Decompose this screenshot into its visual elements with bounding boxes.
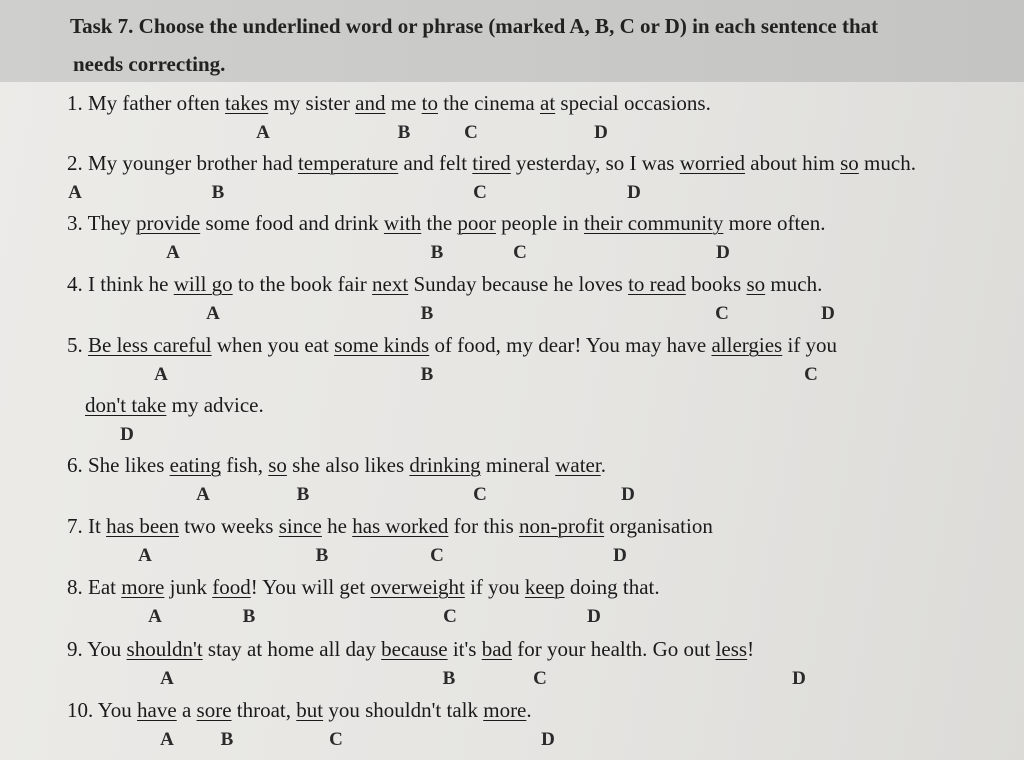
option-letter: C [473,182,487,203]
option-letter: C [430,545,444,566]
sentence-text: people in [495,211,584,235]
sentence-text: of food, my dear! You may have [429,333,712,357]
sentence-text: when you eat [211,333,335,357]
underlined-option: has worked [352,514,449,538]
option-letter: D [716,242,730,263]
option-letter: D [541,729,555,750]
question-2-line [67,151,916,176]
option-letter: B [296,484,310,505]
option-letter: D [594,122,608,143]
sentence-text: 5. [67,333,88,357]
option-letter: A [68,182,82,203]
underlined-option: food [212,575,251,599]
sentence-text: 2. My younger brother had [67,151,298,175]
sentence-text: me [385,91,422,115]
option-letter: A [160,729,174,750]
underlined-option: has been [106,514,179,538]
underlined-option: next [372,272,409,296]
option-letter: C [715,303,729,324]
option-letter: A [196,484,210,505]
option-letter: B [242,606,256,627]
underlined-option: temperature [297,151,399,175]
option-letter: C [329,729,343,750]
option-letter: D [120,424,134,445]
sentence-text: doing that. [564,575,660,599]
option-letter: D [821,303,835,324]
sentence-text: a [176,698,197,722]
underlined-option: with [383,211,422,235]
underlined-option: don't take [85,393,167,417]
option-letter: A [148,606,162,627]
sentence-text: . [600,453,606,477]
underlined-option: tired [472,151,511,175]
underlined-option: takes [225,91,269,115]
underlined-option: poor [457,211,496,235]
sentence-text: much. [858,151,916,175]
underlined-option: because [381,637,448,661]
sentence-text: 7. It [67,514,107,538]
question-4-line [67,272,822,297]
underlined-option: overweight [370,575,465,599]
underlined-option: their community [583,211,724,235]
sentence-text: 9. You [67,637,127,661]
option-letter: B [420,303,434,324]
underlined-option: to [421,91,438,115]
underlined-option: sore [196,698,232,722]
sentence-text: special occasions. [555,91,711,115]
question-5-line [85,393,264,418]
underlined-option: worried [679,151,746,175]
question-8-line [67,575,660,600]
underlined-option: some kinds [334,333,430,357]
underlined-option: have [137,698,177,722]
underlined-option: so [268,453,287,477]
option-letter: C [804,364,818,385]
question-1-line [67,91,711,116]
option-letter: A [138,545,152,566]
underlined-option: and [355,91,386,115]
option-letter: C [443,606,457,627]
sentence-text: yesterday, so I was [510,151,680,175]
sentence-text: 4. I think he [67,272,174,296]
underlined-option: water [555,453,601,477]
sentence-text: about him [745,151,841,175]
option-letter: D [792,668,806,689]
sentence-text: fish, [220,453,269,477]
sentence-text: he [321,514,353,538]
option-letter: A [166,242,180,263]
sentence-text: Sunday because he loves [408,272,629,296]
sentence-text: for your health. Go out [512,637,716,661]
underlined-option: to read [628,272,686,296]
underlined-option: non-profit [519,514,605,538]
sentence-text: . [526,698,532,722]
question-5-line [67,333,837,358]
option-letter: A [256,122,270,143]
option-letter: D [627,182,641,203]
sentence-text: some food and drink [200,211,384,235]
sentence-text: organisation [604,514,713,538]
sentence-text: 6. She likes [67,453,170,477]
underlined-option: allergies [711,333,783,357]
sentence-text: it's [447,637,482,661]
option-letter: C [533,668,547,689]
sentence-text: the [421,211,458,235]
sentence-text: mineral [480,453,556,477]
option-letter: A [160,668,174,689]
underlined-option: provide [136,211,201,235]
sentence-text: 3. They [67,211,137,235]
option-letter: A [206,303,220,324]
sentence-text: my advice. [166,393,264,417]
question-10-line [67,698,532,723]
option-letter: B [220,729,234,750]
sentence-text: to the book fair [232,272,373,296]
sentence-text: 1. My father often [67,91,226,115]
sentence-text: ! [747,637,755,661]
sentence-text: books [685,272,747,296]
underlined-option: will go [173,272,233,296]
question-3-line [67,211,825,236]
option-letter: B [397,122,411,143]
sentence-text: and felt [398,151,473,175]
sentence-text: she also likes [286,453,410,477]
sentence-text: my sister [268,91,356,115]
question-9-line [67,637,754,662]
underlined-option: but [296,698,324,722]
option-letter: D [587,606,601,627]
option-letter: B [420,364,434,385]
question-7-line [67,514,713,539]
task-title-continued: needs correcting. [73,52,226,76]
sentence-text: two weeks [178,514,279,538]
sentence-text: 8. Eat [67,575,122,599]
option-letter: B [430,242,444,263]
option-letter: C [513,242,527,263]
sentence-text: ! You will get [250,575,371,599]
underlined-option: so [840,151,859,175]
underlined-option: shouldn't [126,637,203,661]
underlined-option: drinking [409,453,481,477]
underlined-option: less [715,637,748,661]
underlined-option: Be less careful [88,333,212,357]
option-letter: C [473,484,487,505]
underlined-option: bad [481,637,513,661]
underlined-option: since [278,514,322,538]
option-letter: A [154,364,168,385]
option-letter: D [613,545,627,566]
option-letter: B [442,668,456,689]
sentence-text: the cinema [437,91,540,115]
sentence-text: you shouldn't talk [323,698,484,722]
sentence-text: if you [782,333,838,357]
sentence-text: 10. You [67,698,138,722]
underlined-option: so [746,272,766,296]
option-letter: D [621,484,635,505]
underlined-option: keep [524,575,565,599]
underlined-option: more [121,575,165,599]
underlined-option: eating [169,453,221,477]
sentence-text: throat, [231,698,297,722]
option-letter: C [464,122,478,143]
question-6-line [67,453,606,478]
sentence-text: more often. [723,211,826,235]
underlined-option: at [540,91,556,115]
underlined-option: more [483,698,527,722]
option-letter: B [315,545,329,566]
sentence-text: much. [765,272,823,296]
task-title: Task 7. Choose the underlined word or phrase (marked A, B, C or D) in each sentence that [70,14,879,38]
sentence-text: for this [448,514,519,538]
sentence-text: stay at home all day [202,637,382,661]
sentence-text: if you [464,575,525,599]
option-letter: B [211,182,225,203]
sentence-text: junk [164,575,213,599]
